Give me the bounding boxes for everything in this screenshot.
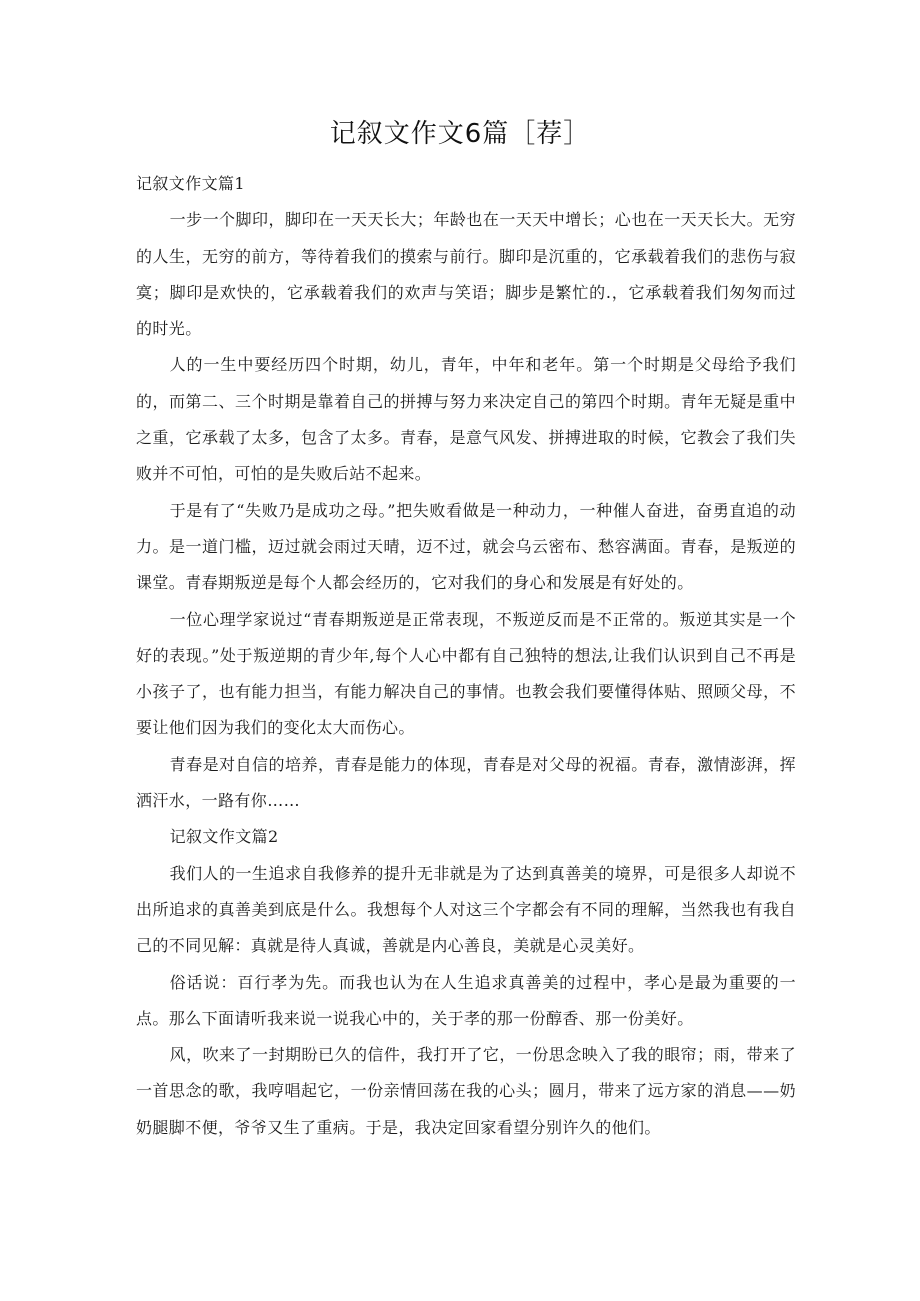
section-heading-1: 记叙文作文篇1 xyxy=(136,174,245,193)
paragraph: 我们人的一生追求自我修养的提升无非就是为了达到真善美的境界，可是很多人却说不出所追求的真善美到底是什么。我想每个人对这三个字都会有不同的理解，当然我也有我自己的不同见解：真就是待人真诚，善就是内心善良，美就是心灵美好。 xyxy=(136,863,796,956)
paragraph: 于是有了“失败乃是成功之母。”把失败看做是一种动力，一种催人奋进，奋勇直追的动力。是一道门槛，迈过就会雨过天晴，迈不过，就会乌云密布、愁容满面。青春，是叛逆的课堂。青春期叛逆是每个人都会经历的，它对我们的身心和发展是有好处的。 xyxy=(136,500,796,593)
paragraph: 青春是对自信的培养，青春是能力的体现，青春是对父母的祝福。青春，激情澎湃，挥洒汗水，一路有你…… xyxy=(136,754,796,811)
paragraph: 人的一生中要经历四个时期，幼儿，青年，中年和老年。第一个时期是父母给予我们的，而第二、三个时期是靠着自己的拼搏与努力来决定自己的第四个时期。青年无疑是重中之重，它承载了太多，包含了太多。青春，是意气风发、拼搏进取的时候，它教会了我们失败并不可怕，可怕的是失败后站不起来。 xyxy=(136,355,796,484)
document-body xyxy=(136,166,796,1146)
document-title: 记叙文作文6篇［荐］ xyxy=(329,119,591,149)
section-heading-2: 记叙文作文篇2 xyxy=(169,827,279,847)
paragraph: 一步一个脚印，脚印在一天天长大；年龄也在一天天中增长；心也在一天天长大。无穷的人生，无穷的前方，等待着我们的摸索与前行。脚印是沉重的，它承载着我们的悲伤与寂寞；脚印是欢快的，它承载着我们的欢声与笑语；脚步是繁忙的.，它承载着我们匆匆而过的时光。 xyxy=(136,210,796,339)
paragraph: 俗话说：百行孝为先。而我也认为在人生追求真善美的过程中，孝心是最为重要的一点。那么下面请听我来说一说我心中的，关于孝的那一份醇香、那一份美好。 xyxy=(136,972,796,1028)
paragraph: 风，吹来了一封期盼已久的信件，我打开了它，一份思念映入了我的眼帘；雨，带来了一首思念的歌，我哼唱起它，一份亲情回荡在我的心头；圆月，带来了远方家的消息——奶奶腿脚不便，爷爷又生了重病。于是，我决定回家看望分别许久的他们。 xyxy=(136,1045,796,1137)
paragraph: 一位心理学家说过“青春期叛逆是正常表现，不叛逆反而是不正常的。叛逆其实是一个好的表现。”处于叛逆期的青少年,每个人心中都有自己独特的想法,让我们认识到自己不再是小孩子了，也有能力担当，有能力解决自己的事情。也教会我们要懂得体贴、照顾父母，不要让他们因为我们的变化太大而伤心。 xyxy=(136,609,796,738)
